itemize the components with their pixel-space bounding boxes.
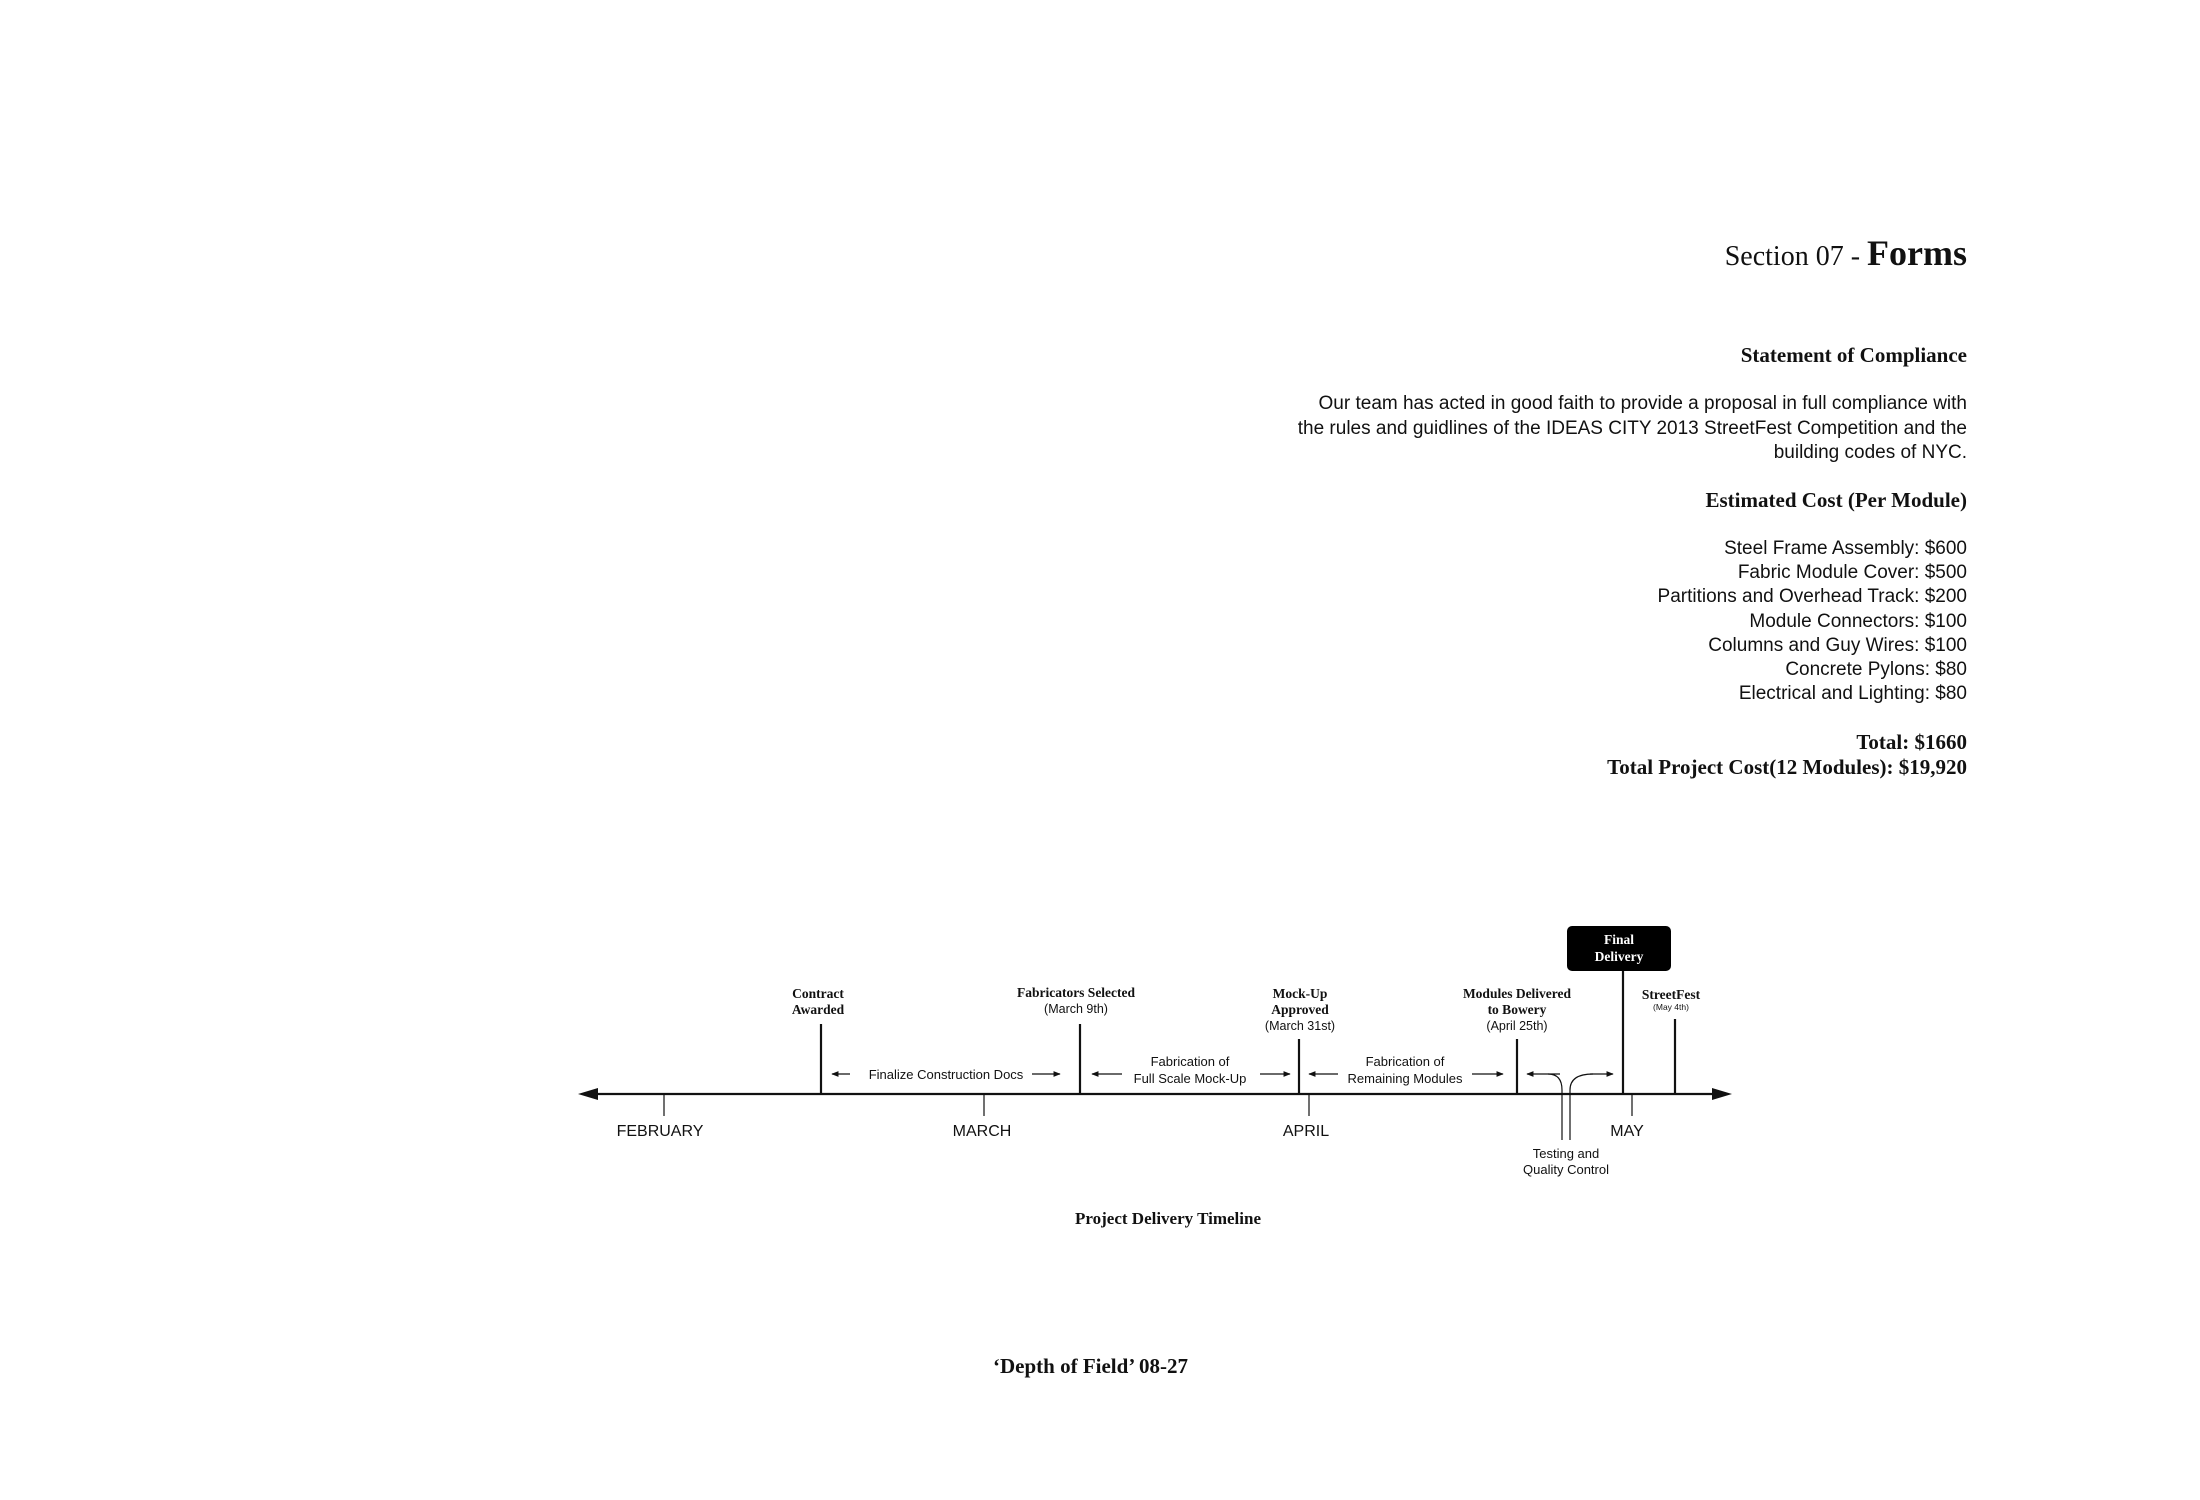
phase-label: Finalize Construction Docs (868, 1067, 1024, 1082)
cost-title: Estimated Cost (Per Module) (1705, 488, 1967, 512)
axis-left-arrow (578, 1088, 598, 1100)
compliance-title: Statement of Compliance (1740, 343, 1967, 367)
milestone-date: (May 4th) (1653, 1002, 1689, 1012)
month-label: MAY (1610, 1123, 1644, 1140)
phase-label: Remaining Modules (1347, 1071, 1463, 1086)
compliance-line: the rules and guidlines of the IDEAS CITY 2013 StreetFest Competition and the (1297, 417, 1967, 439)
phase-label: Testing and (1532, 1146, 1600, 1161)
milestone-label: to Bowery (1487, 1002, 1547, 1017)
milestone-label: Fabricators Selected (1016, 985, 1136, 1000)
cost-item: Electrical and Lighting: $80 (1738, 683, 1967, 705)
section-number: Section 07 - (1724, 241, 1868, 272)
cost-item: Module Connectors: $100 (1749, 610, 1967, 632)
timeline-caption: Project Delivery Timeline (1075, 1209, 1261, 1228)
cost-item: Columns and Guy Wires: $100 (1708, 634, 1967, 656)
phase-label: Fabrication of (1150, 1054, 1230, 1069)
module-total: Total: $1660 (1856, 730, 1967, 754)
project-total: Total Project Cost(12 Modules): $19,920 (1607, 755, 1967, 779)
footer-label: ‘Depth of Field’ 08-27 (993, 1354, 1188, 1378)
compliance-line: building codes of NYC. (1773, 442, 1967, 463)
cost-item: Concrete Pylons: $80 (1785, 659, 1967, 681)
milestone-date: (March 9th) (1044, 1002, 1108, 1016)
milestone-date: (March 31st) (1264, 1019, 1336, 1033)
final-delivery-label: Delivery (1594, 949, 1644, 964)
milestone-label: StreetFest (1641, 987, 1701, 1002)
compliance-line: Our team has acted in good faith to provide a proposal in full compliance with (1318, 393, 1967, 414)
milestone-label: Contract (792, 986, 844, 1001)
cost-item: Fabric Module Cover: $500 (1737, 562, 1967, 584)
testing-bracket (1548, 1074, 1562, 1140)
testing-bracket (1570, 1074, 1593, 1140)
milestone-label: Approved (1271, 1002, 1329, 1017)
month-label: FEBRUARY (616, 1123, 704, 1140)
section-title: Forms (1867, 233, 1967, 273)
cost-item: Partitions and Overhead Track: $200 (1657, 586, 1967, 608)
milestone-date: (April 25th) (1486, 1019, 1548, 1033)
milestone-label: Mock-Up (1272, 986, 1328, 1001)
month-label: APRIL (1282, 1123, 1330, 1140)
final-delivery-label: Final (1603, 932, 1635, 947)
phase-label: Quality Control (1523, 1162, 1609, 1177)
phase-label: Fabrication of (1365, 1054, 1445, 1069)
milestone-label: Awarded (791, 1002, 845, 1017)
month-label: MARCH (952, 1123, 1012, 1140)
milestone-label: Modules Delivered (1462, 986, 1572, 1001)
axis-right-arrow (1712, 1088, 1732, 1100)
cost-item: Steel Frame Assembly: $600 (1724, 538, 1967, 559)
phase-label: Full Scale Mock-Up (1133, 1071, 1247, 1086)
